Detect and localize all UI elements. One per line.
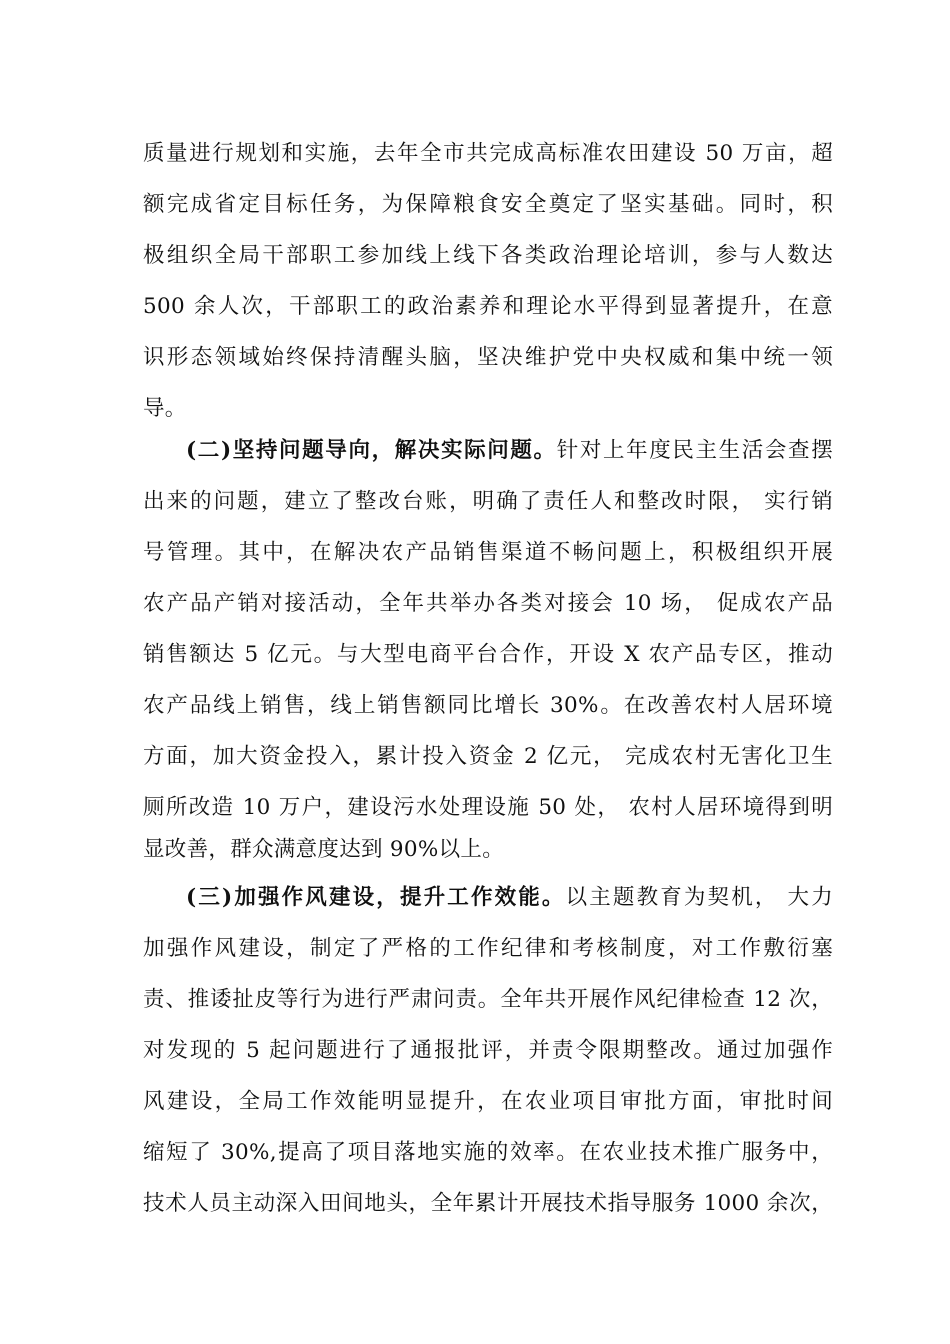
text-line: 质量进行规划和实施，去年全市共完成高标准农田建设 50 万亩，超 [143,141,833,166]
text-line: 额完成省定目标任务，为保障粮食安全奠定了坚实基础。同时，积 [143,192,833,217]
text-line: 方面，加大资金投入，累计投入资金 2 亿元， 完成农村无害化卫生 [143,744,833,769]
text-line: 厕所改造 10 万户，建设污水处理设施 50 处， 农村人居环境得到明 [143,795,833,820]
text-line: 显改善，群众满意度达到 90%以上。 [143,837,505,862]
text-line: 风建设，全局工作效能明显提升，在农业项目审批方面，审批时间 [143,1089,833,1114]
section-3-heading: (三)加强作风建设，提升工作效能。 [186,885,566,910]
section-2-heading: (二)坚持问题导向，解决实际问题。 [186,438,557,463]
text-line: 识形态领域始终保持清醒头脑，坚决维护党中央权威和集中统一领 [143,345,833,370]
text-line: 农产品线上销售，线上销售额同比增长 30%。在改善农村人居环境 [143,693,833,718]
text-line: 500 余人次，干部职工的政治素养和理论水平得到显著提升，在意 [143,294,833,319]
section-2-lead-text: 针对上年度民主生活会查摆 [556,438,833,463]
text-line: 极组织全局干部职工参加线上线下各类政治理论培训，参与人数达 [143,243,833,268]
text-line: 缩短了 30%,提高了项目落地实施的效率。在农业技术推广服务中， [143,1140,833,1165]
text-line: 技术人员主动深入田间地头，全年累计开展技术指导服务 1000 余次， [143,1191,833,1216]
text-line: 导。 [143,396,187,421]
text-line: 出来的问题，建立了整改台账，明确了责任人和整改时限， 实行销 [143,489,833,514]
text-line: 销售额达 5 亿元。与大型电商平台合作，开设 X 农产品专区，推动 [143,642,833,667]
section-3-lead-text: 以主题教育为契机， 大力 [565,885,834,910]
section-3-first-line [186,878,833,918]
text-line: 加强作风建设，制定了严格的工作纪律和考核制度，对工作敷衍塞 [143,936,833,961]
text-line: 农产品产销对接活动，全年共举办各类对接会 10 场， 促成农产品 [143,591,833,616]
section-2-first-line [186,431,833,471]
text-line: 号管理。其中，在解决农产品销售渠道不畅问题上，积极组织开展 [143,540,833,565]
text-line: 对发现的 5 起问题进行了通报批评，并责令限期整改。通过加强作 [143,1038,833,1063]
text-line: 责、推诿扯皮等行为进行严肃问责。全年共开展作风纪律检查 12 次， [143,987,833,1012]
